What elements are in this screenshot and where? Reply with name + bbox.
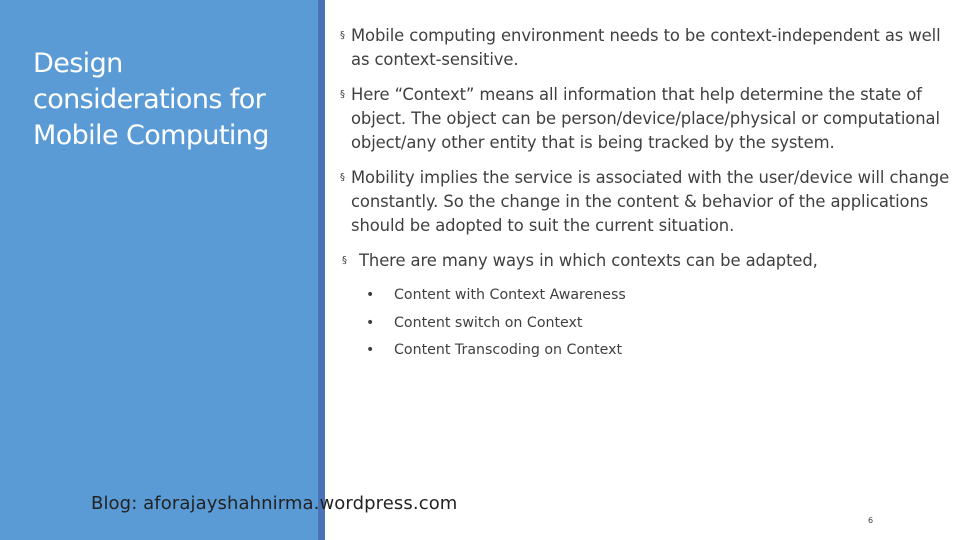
sub-bullet-text: Content Transcoding on Context xyxy=(394,342,623,358)
bullet-item xyxy=(340,249,950,273)
page-number: 6 xyxy=(868,516,874,525)
sub-bullet-item xyxy=(366,337,950,365)
bullet-item xyxy=(340,24,950,72)
slide-content xyxy=(340,24,950,365)
bullet-dot-icon: • xyxy=(366,342,375,358)
bullet-text: Here “Context” means all information that help determine the state of object. The object can be person/device/place/physical or computational object/any other entity that is being tracked by the system. xyxy=(351,85,940,152)
bullet-text: There are many ways in which contexts can be adapted, xyxy=(359,251,818,270)
section-marker-icon: § xyxy=(340,89,345,100)
section-marker-icon: § xyxy=(342,255,347,266)
blog-footer-text: Blog: aforajayshahnirma.wordpress.com xyxy=(91,493,458,514)
sub-bullet-list xyxy=(366,282,950,365)
sub-bullet-text: Content switch on Context xyxy=(394,314,583,331)
bullet-dot-icon: • xyxy=(366,314,375,331)
sub-bullet-item xyxy=(366,310,950,338)
bullet-dot-icon: • xyxy=(366,287,375,303)
bullet-text: Mobility implies the service is associated with the user/device will change constantly. So the change in the content & behavior of the applications should be adopted to suit the current situation. xyxy=(351,168,950,235)
bullet-item xyxy=(340,83,950,155)
bullet-text: Mobile computing environment needs to be context-independent as well as context-sensitive. xyxy=(351,26,941,69)
panel-divider xyxy=(318,0,325,540)
slide-title: Design considerations for Mobile Computing xyxy=(33,48,269,151)
section-marker-icon: § xyxy=(340,30,345,41)
bullet-item xyxy=(340,166,950,238)
sub-bullet-item xyxy=(366,282,950,310)
sub-bullet-text: Content with Context Awareness xyxy=(394,287,626,303)
section-marker-icon: § xyxy=(340,172,345,183)
